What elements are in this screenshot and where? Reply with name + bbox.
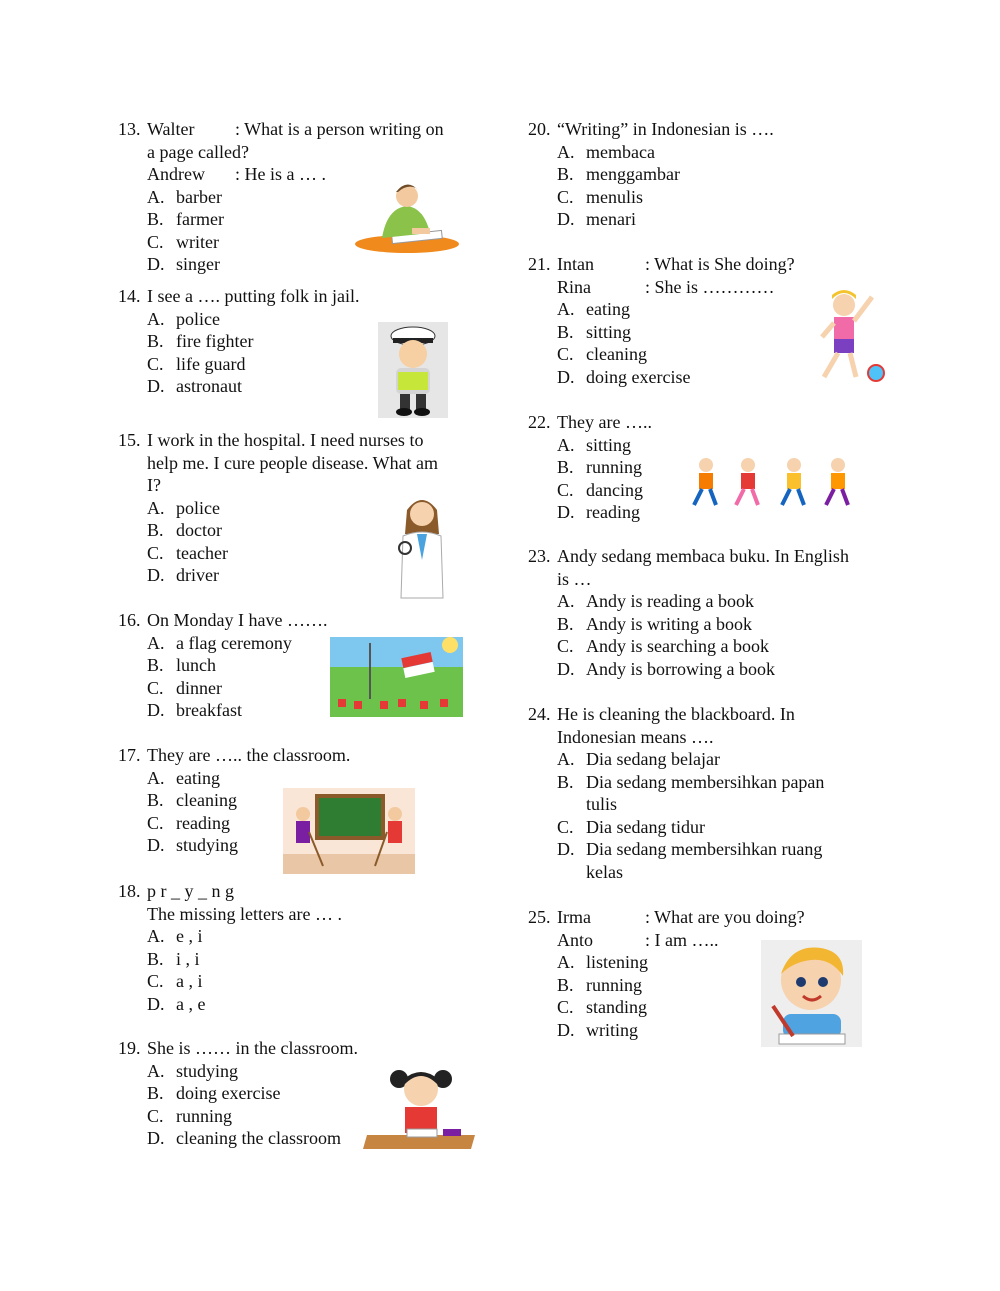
dialog-line: : What are you doing? xyxy=(645,907,805,927)
dialog-line: : What is a person writing on xyxy=(235,119,444,139)
option-c[interactable]: C. writer xyxy=(147,231,219,252)
option-c[interactable]: C. Dia sedang tidur xyxy=(557,816,705,837)
question-21 xyxy=(528,253,795,388)
boy-writing-icon xyxy=(761,940,862,1047)
question-number: 16. xyxy=(118,610,141,630)
option-b[interactable]: B. doing exercise xyxy=(147,1083,281,1103)
question-22 xyxy=(528,411,652,524)
question-number: 22. xyxy=(528,412,551,432)
question-text: I see a …. putting folk in jail. xyxy=(147,286,360,306)
speaker: Irma xyxy=(557,907,591,927)
question-15: 15. I work in the hospital. I need nurses to help me. I cure people disease. What am I? A. police B. doctor C. teacher D. driver xyxy=(118,430,439,585)
question-number: 21. xyxy=(528,254,551,274)
option-a[interactable]: A. membaca xyxy=(557,141,655,162)
option-c[interactable]: C. running xyxy=(147,1105,232,1126)
option-a[interactable]: A. Andy is reading a book xyxy=(557,591,754,611)
writer-man-icon xyxy=(352,178,462,256)
option-b[interactable]: B. running xyxy=(557,457,642,477)
dialog-line: : What is She doing? xyxy=(645,254,795,274)
option-b[interactable]: B. sitting xyxy=(557,321,632,342)
police-boy-icon xyxy=(378,322,448,418)
option-b[interactable]: B. farmer xyxy=(147,209,224,229)
option-d[interactable]: D. Andy is borrowing a book xyxy=(557,658,775,679)
option-d[interactable]: D. writing xyxy=(557,1019,638,1040)
option-a[interactable]: A. eating xyxy=(557,299,630,319)
option-b[interactable]: B. i , i xyxy=(147,948,200,969)
option-b[interactable]: B. cleaning xyxy=(147,790,237,810)
option-d[interactable]: D. menari xyxy=(557,209,636,229)
option-d[interactable]: D. studying xyxy=(147,835,239,855)
option-a[interactable]: A. Dia sedang belajar xyxy=(557,749,720,769)
option-c[interactable]: C. life guard xyxy=(147,353,246,374)
option-a[interactable]: A. studying xyxy=(147,1060,239,1081)
option-d[interactable]: D. doing exercise xyxy=(557,366,691,387)
cleaning-classroom-icon xyxy=(283,788,415,874)
question-23: 23. Andy sedang membaca buku. In English is … A. Andy is reading a book B. Andy is writing a book C. Andy is searching a book D. Andy is borrowing a book xyxy=(528,546,849,679)
question-text: She is …… in the classroom. xyxy=(147,1038,358,1058)
question-number: 23. xyxy=(528,546,551,566)
dialog-line-cont: a page called? xyxy=(147,141,249,162)
option-b[interactable]: B. menggambar xyxy=(557,164,680,184)
option-c[interactable]: C. reading xyxy=(147,812,230,833)
option-c[interactable]: C. dinner xyxy=(147,677,222,698)
question-text: p r _ y _ n g xyxy=(147,881,234,901)
option-a[interactable]: A. eating xyxy=(147,767,220,788)
doctor-woman-icon xyxy=(393,490,451,600)
question-text: They are ….. the classroom. xyxy=(147,745,351,765)
option-d[interactable]: D. driver xyxy=(147,565,219,585)
speaker: Walter xyxy=(147,119,195,139)
question-18: 18. p r _ y _ n g The missing letters are … . A. e , i B. i , i C. a , i D. a , e xyxy=(118,881,342,1014)
question-24: 24. He is cleaning the blackboard. In Indonesian means …. A. Dia sedang belajar B. Dia sedang membersihkan papan tulis C. Dia sedang tidur D. Dia sedang membersihkan ruang kelas xyxy=(528,704,825,882)
speaker: Intan xyxy=(557,254,594,274)
question-number: 15. xyxy=(118,430,141,450)
question-number: 19. xyxy=(118,1038,141,1058)
dialog-line: : I am ….. xyxy=(645,929,719,950)
question-19 xyxy=(118,1037,358,1150)
option-a[interactable]: A. barber xyxy=(147,186,222,207)
question-14 xyxy=(118,285,359,398)
option-d[interactable]: D. cleaning the classroom xyxy=(147,1128,341,1148)
question-number: 17. xyxy=(118,745,141,765)
question-text: They are ….. xyxy=(557,412,652,432)
option-b[interactable]: B. lunch xyxy=(147,655,216,675)
question-number: 13. xyxy=(118,119,141,139)
question-number: 24. xyxy=(528,704,551,724)
question-20 xyxy=(528,118,774,231)
option-b[interactable]: B. running xyxy=(557,974,642,995)
question-number: 25. xyxy=(528,907,551,927)
option-b[interactable]: B. Andy is writing a book xyxy=(557,613,752,634)
option-a[interactable]: A. sitting xyxy=(557,434,632,455)
flag-ceremony-icon xyxy=(330,637,463,717)
option-a[interactable]: A. listening xyxy=(557,952,648,972)
option-c[interactable]: C. a , i xyxy=(147,971,203,991)
question-number: 20. xyxy=(528,119,551,139)
option-a[interactable]: A. police xyxy=(147,308,220,329)
option-d-cont: kelas xyxy=(586,861,623,882)
option-b[interactable]: B. doctor xyxy=(147,520,222,540)
kids-running-icon xyxy=(686,455,862,511)
option-c[interactable]: C. Andy is searching a book xyxy=(557,636,769,656)
question-text: On Monday I have ……. xyxy=(147,610,328,630)
question-text: “Writing” in Indonesian is …. xyxy=(557,119,774,139)
option-d[interactable]: D. Dia sedang membersihkan ruang xyxy=(557,839,823,859)
option-a[interactable]: A. e , i xyxy=(147,926,203,946)
speaker: Rina xyxy=(557,276,591,297)
option-b[interactable]: B. Dia sedang membersihkan papan xyxy=(557,771,825,792)
option-c[interactable]: C. menulis xyxy=(557,186,643,207)
question-text: He is cleaning the blackboard. In xyxy=(557,704,795,724)
option-c[interactable]: C. cleaning xyxy=(557,344,647,364)
option-d[interactable]: D. singer xyxy=(147,254,220,274)
dialog-line: : She is ………… xyxy=(645,276,775,297)
dialog-line: : He is a … . xyxy=(235,164,326,184)
question-number: 14. xyxy=(118,286,141,306)
option-b[interactable]: B. fire fighter xyxy=(147,331,254,351)
option-c[interactable]: C. dancing xyxy=(557,479,643,500)
option-d[interactable]: D. a , e xyxy=(147,993,206,1014)
question-16 xyxy=(118,609,327,722)
speaker: Anto xyxy=(557,929,593,950)
option-d[interactable]: D. astronaut xyxy=(147,376,242,396)
speaker: Andrew xyxy=(147,164,205,184)
option-a[interactable]: A. police xyxy=(147,497,220,518)
question-text: I work in the hospital. I need nurses to xyxy=(147,430,424,450)
option-c[interactable]: C. standing xyxy=(557,997,647,1017)
question-text: Andy sedang membaca buku. In English xyxy=(557,546,849,566)
option-d[interactable]: D. reading xyxy=(557,502,640,522)
girl-exercise-icon xyxy=(800,283,892,387)
girl-studying-icon xyxy=(363,1065,479,1151)
option-b-cont: tulis xyxy=(586,794,618,814)
option-c[interactable]: C. teacher xyxy=(147,542,228,563)
question-number: 18. xyxy=(118,881,141,901)
option-d[interactable]: D. breakfast xyxy=(147,700,242,720)
option-a[interactable]: A. a flag ceremony xyxy=(147,632,292,653)
